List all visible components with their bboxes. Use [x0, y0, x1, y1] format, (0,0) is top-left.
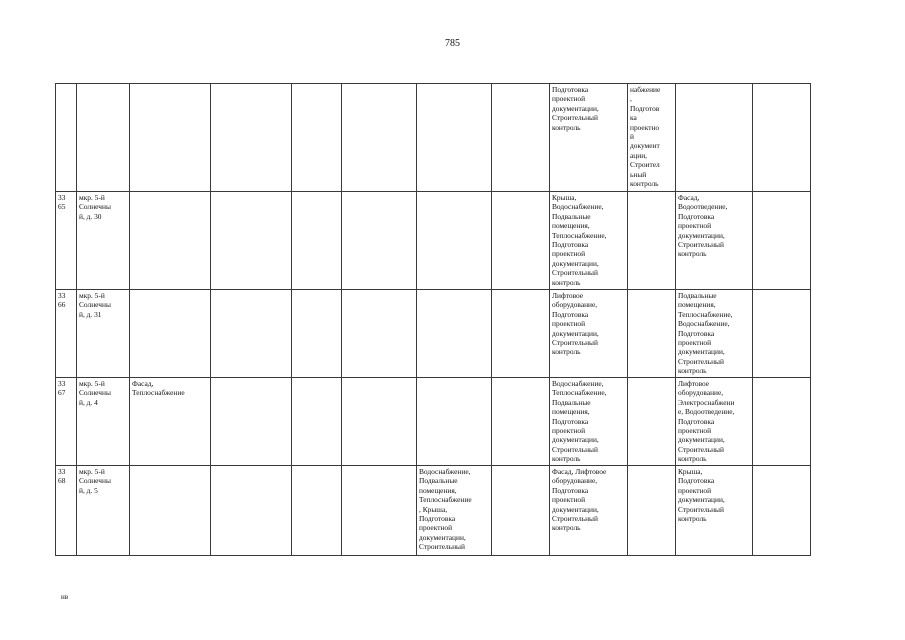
table-cell: Лифтовое оборудование, Подготовка проектной документации, Строительный контроль [550, 290, 628, 378]
table-cell [753, 290, 811, 378]
table-cell [211, 84, 292, 192]
table-cell [492, 378, 550, 466]
table-cell [753, 84, 811, 192]
table-cell [211, 290, 292, 378]
table-cell [676, 84, 753, 192]
table-cell [130, 192, 211, 290]
table-row [56, 192, 811, 290]
table-cell [417, 378, 492, 466]
table-cell [753, 378, 811, 466]
table-cell [492, 466, 550, 556]
table-row [56, 290, 811, 378]
table-cell [211, 378, 292, 466]
table-cell: Водоснабжение, Теплоснабжение, Подвальные помещения, Подготовка проектной документации, Строительный контроль [550, 378, 628, 466]
table-cell: Водоснабжение, Подвальные помещения, Теплоснабжение , Крыша, Подготовка проектной документации, Строительный [417, 466, 492, 556]
table-cell [492, 192, 550, 290]
table-cell [56, 84, 77, 192]
table-cell [211, 466, 292, 556]
table-cell [417, 192, 492, 290]
table-cell [130, 290, 211, 378]
table-cell: набжение , Подготов ка проектно й документ ации, Строител ьный контроль [628, 84, 676, 192]
table-cell [292, 84, 342, 192]
table-cell [292, 290, 342, 378]
table-cell: Фасад, Водоотведение, Подготовка проектной документации, Строительный контроль [676, 192, 753, 290]
table-cell [753, 192, 811, 290]
table-cell: Подготовка проектной документации, Строительный контроль [550, 84, 628, 192]
table-cell [130, 84, 211, 192]
table-cell [342, 466, 417, 556]
table-cell [753, 466, 811, 556]
table-cell [342, 192, 417, 290]
table-cell [492, 290, 550, 378]
table-cell: мкр. 5-й Солнечны й, д. 31 [77, 290, 130, 378]
table-cell [342, 378, 417, 466]
table-cell [492, 84, 550, 192]
table-cell [292, 466, 342, 556]
table-cell [628, 192, 676, 290]
table-cell [292, 378, 342, 466]
table-cell [77, 84, 130, 192]
table-cell: 33 65 [56, 192, 77, 290]
table-cell [628, 290, 676, 378]
table-cell [342, 84, 417, 192]
table-row [56, 378, 811, 466]
table-row [56, 466, 811, 556]
table-cell [292, 192, 342, 290]
table-cell: 33 68 [56, 466, 77, 556]
table-cell: Подвальные помещения, Теплоснабжение, Водоснабжение, Подготовка проектной документации, Строительный контроль [676, 290, 753, 378]
table-cell: 33 67 [56, 378, 77, 466]
table-cell: Фасад, Теплоснабжение [130, 378, 211, 466]
table-cell: Лифтовое оборудование, Электроснабжени е, Водоотведение, Подготовка проектной документации, Строительный контроль [676, 378, 753, 466]
table-cell: Крыша, Подготовка проектной документации, Строительный контроль [676, 466, 753, 556]
table-cell [211, 192, 292, 290]
table-cell: Крыша, Водоснабжение, Подвальные помещения, Теплоснабжение, Подготовка проектной документации, Строительный контроль [550, 192, 628, 290]
table-row [56, 84, 811, 192]
page-number: 785 [445, 38, 460, 49]
table-cell [417, 290, 492, 378]
table-cell: мкр. 5-й Солнечны й, д. 30 [77, 192, 130, 290]
works-schedule-table [55, 83, 811, 556]
footer-mark: нв [61, 593, 69, 601]
table-cell [628, 466, 676, 556]
table-cell [342, 290, 417, 378]
table-cell: 33 66 [56, 290, 77, 378]
table-cell [628, 378, 676, 466]
table-cell [417, 84, 492, 192]
table-cell: мкр. 5-й Солнечны й, д. 5 [77, 466, 130, 556]
table-cell [130, 466, 211, 556]
table-cell: Фасад, Лифтовое оборудование, Подготовка проектной документации, Строительный контроль [550, 466, 628, 556]
table-cell: мкр. 5-й Солнечны й, д. 4 [77, 378, 130, 466]
